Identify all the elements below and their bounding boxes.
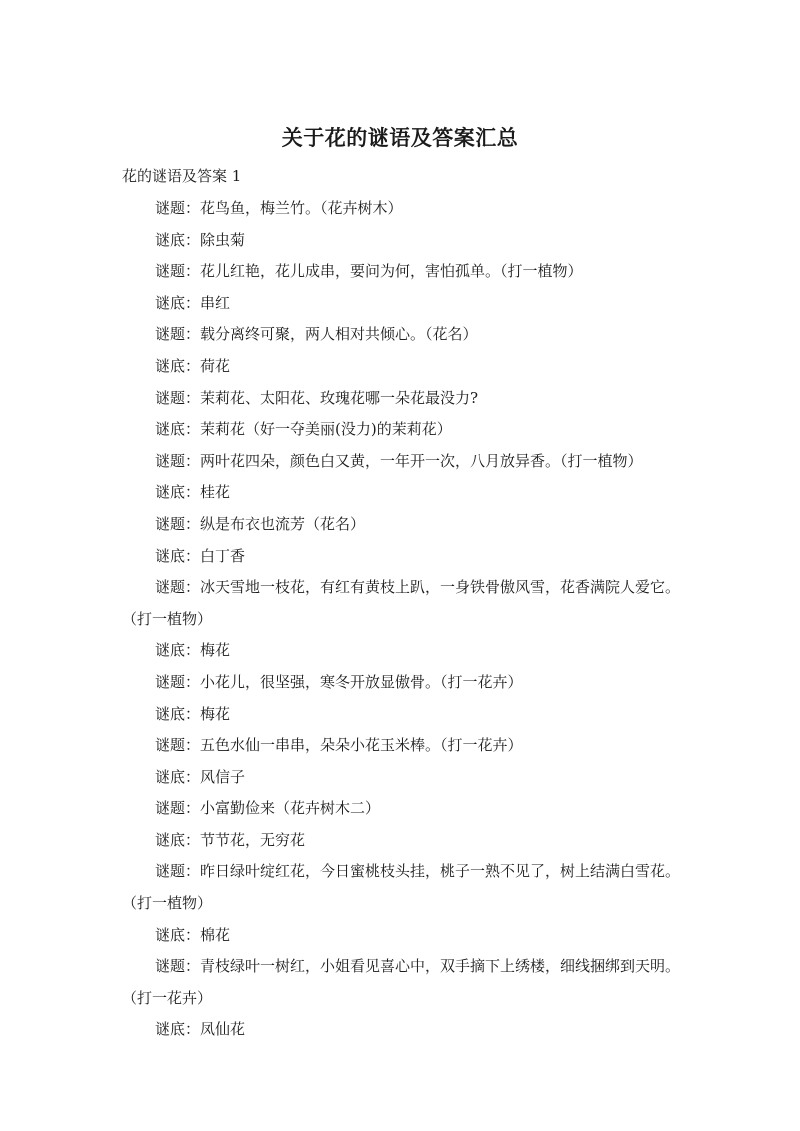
riddle-question: 谜题：冰天雪地一枝花，有红有黄枝上趴，一身铁骨傲风雪，花香满院人爱它。（打一植物） <box>122 578 681 628</box>
riddle-answer: 谜底：凤仙花 <box>155 1020 246 1039</box>
riddle-answer: 谜底：梅花 <box>155 641 231 660</box>
section-heading: 花的谜语及答案 1 <box>122 167 242 185</box>
riddle-answer: 谜底：棉花 <box>155 925 231 944</box>
riddle-answer: 谜底：风信子 <box>155 767 246 786</box>
riddle-question: 谜题：青枝绿叶一树红，小姐看见喜心中，双手摘下上绣楼，细线捆绑到天明。（打一花卉） <box>122 957 681 1007</box>
riddle-answer: 谜底：除虫菊 <box>155 230 246 249</box>
riddle-list <box>122 193 682 1046</box>
riddle-question: 谜题：花鸟鱼，梅兰竹。（花卉树木） <box>155 199 403 217</box>
riddle-answer: 谜底：串红 <box>155 293 231 312</box>
riddle-answer: 谜底：节节花，无穷花 <box>155 830 306 849</box>
riddle-question: 谜题：小花儿，很坚强，寒冬开放显傲骨。（打一花卉） <box>155 672 523 691</box>
riddle-question: 谜题：载分离终可聚，两人相对共倾心。（花名） <box>155 325 478 344</box>
riddle-question: 谜题：小富勤俭来（花卉树木二） <box>155 799 381 818</box>
riddle-question: 谜题：纵是布衣也流芳（花名） <box>155 514 366 533</box>
riddle-answer: 谜底：梅花 <box>155 704 231 723</box>
riddle-answer: 谜底：荷花 <box>155 356 231 375</box>
riddle-question: 谜题：茉莉花、太阳花、玫瑰花哪一朵花最没力? <box>155 388 479 407</box>
riddle-answer: 谜底：茉莉花（好一夺美丽(没力)的茉莉花） <box>155 420 452 439</box>
riddle-question: 谜题：五色水仙一串串，朵朵小花玉米棒。（打一花卉） <box>155 736 523 755</box>
page-title: 关于花的谜语及答案汇总 <box>281 126 519 150</box>
riddle-question: 谜题：昨日绿叶绽红花，今日蜜桃枝头挂，桃子一熟不见了，树上结满白雪花。（打一植物） <box>122 862 681 913</box>
riddle-answer: 谜底：白丁香 <box>155 546 246 565</box>
riddle-question: 谜题：花儿红艳，花儿成串，要问为何，害怕孤单。（打一植物） <box>155 262 583 281</box>
riddle-question: 谜题：两叶花四朵，颜色白又黄，一年开一次，八月放异香。（打一植物） <box>155 451 643 470</box>
riddle-answer: 谜底：桂花 <box>155 483 231 502</box>
